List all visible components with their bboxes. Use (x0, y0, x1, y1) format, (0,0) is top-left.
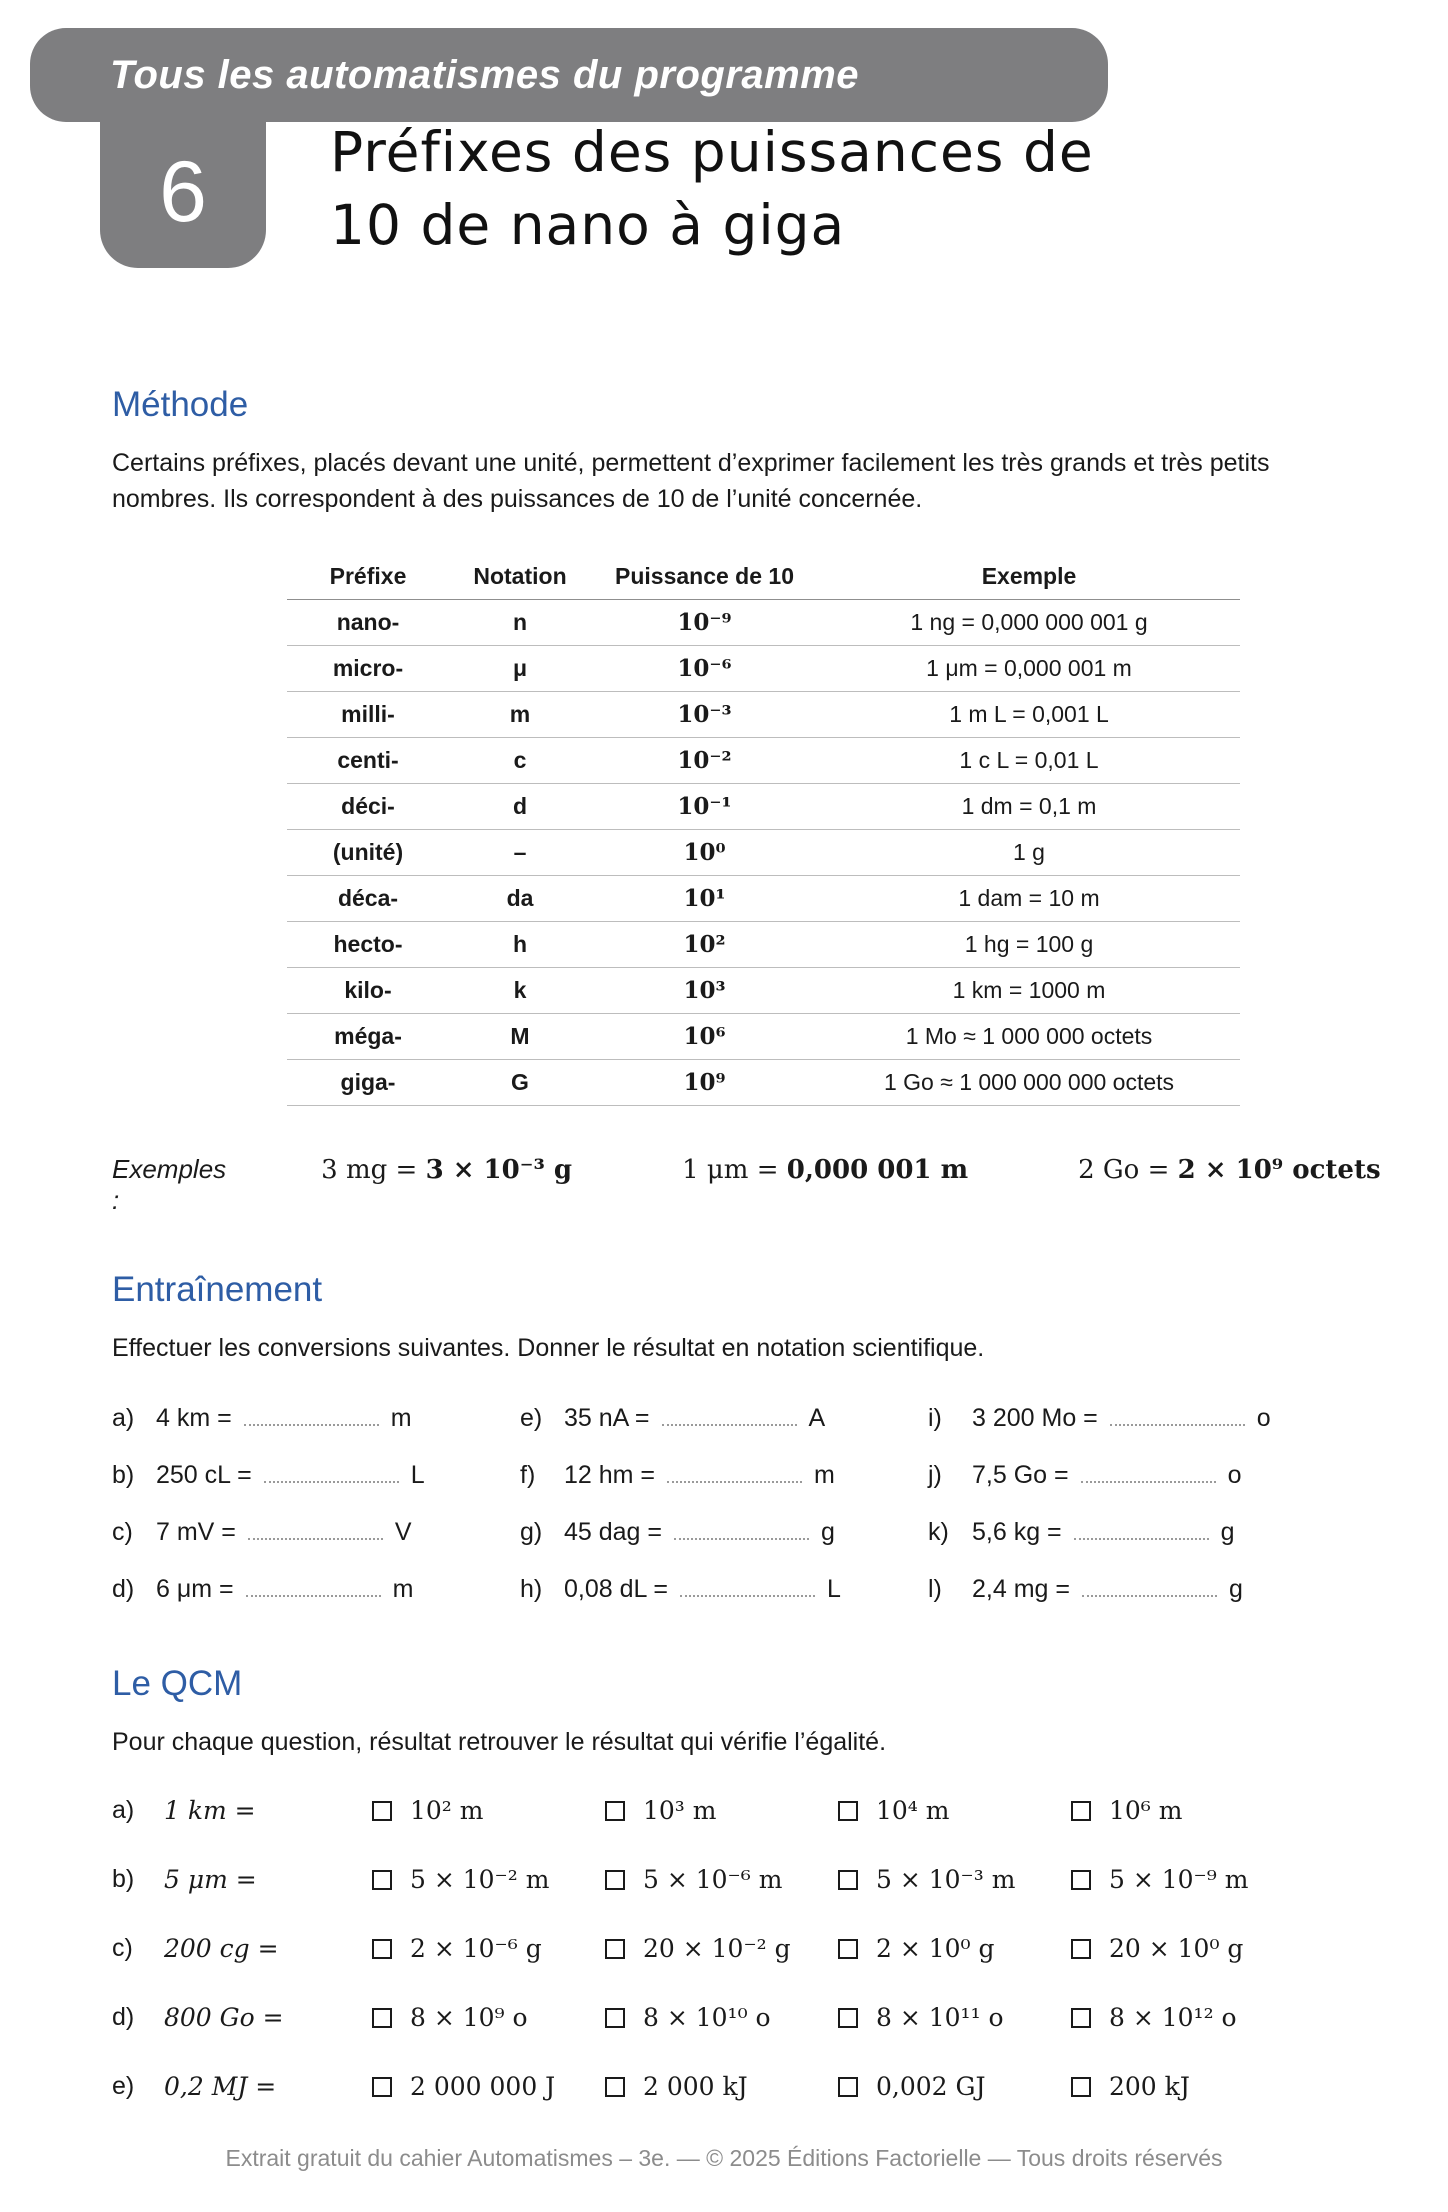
qcm-option[interactable]: 8 × 10¹² o (1071, 2003, 1304, 2032)
table-row: déca- da 10¹ 1 dam = 10 m (287, 875, 1240, 921)
qcm-label: d) (112, 2003, 135, 2031)
checkbox-icon[interactable] (605, 2008, 625, 2028)
qcm-option[interactable]: 10² m (372, 1796, 605, 1825)
answer-blank[interactable] (1082, 1573, 1217, 1597)
exercise-unit: L (827, 1574, 841, 1603)
exercise-item (112, 1516, 520, 1547)
checkbox-icon[interactable] (1071, 2008, 1091, 2028)
table-row: centi- c 10⁻² 1 c L = 0,01 L (287, 737, 1240, 783)
exercise-item (928, 1573, 1336, 1604)
entrainement-heading: Entraînement (112, 1269, 323, 1309)
exercise-expression: 7 mV = (156, 1517, 236, 1546)
exercise-grid (112, 1402, 1336, 1630)
answer-blank[interactable] (264, 1459, 399, 1483)
prefix-table-header-row (287, 554, 1240, 600)
examples-label: Exemples : (112, 1153, 227, 1215)
checkbox-icon[interactable] (838, 2077, 858, 2097)
checkbox-icon[interactable] (372, 2008, 392, 2028)
qcm-question: 5 μm = (164, 1865, 257, 1894)
table-row: kilo- k 10³ 1 km = 1000 m (287, 967, 1240, 1013)
exercise-unit: g (1228, 1574, 1243, 1603)
example-item (682, 1155, 968, 1185)
checkbox-icon[interactable] (605, 2077, 625, 2097)
exercise-label: f) (520, 1460, 536, 1489)
answer-blank[interactable] (246, 1573, 381, 1597)
exercise-item (520, 1402, 928, 1433)
qcm-row (112, 1934, 1336, 1963)
table-row: déci- d 10⁻¹ 1 dm = 0,1 m (287, 783, 1240, 829)
qcm-option[interactable]: 8 × 10¹¹ o (838, 2003, 1071, 2032)
exercise-expression: 7,5 Go = (972, 1460, 1069, 1489)
qcm-option[interactable]: 0,002 GJ (838, 2072, 1071, 2101)
qcm-option[interactable]: 2 000 kJ (605, 2072, 838, 2101)
checkbox-icon[interactable] (372, 2077, 392, 2097)
exercise-column (112, 1402, 520, 1630)
qcm-option[interactable]: 2 × 10⁻⁶ g (372, 1934, 605, 1963)
example-left: 3 mg = (321, 1154, 426, 1185)
exercise-expression: 6 μm = (156, 1574, 234, 1603)
exercise-item (112, 1459, 520, 1490)
methode-heading: Méthode (112, 385, 249, 424)
answer-blank[interactable] (662, 1402, 797, 1426)
examples-row (112, 1153, 1381, 1216)
exercise-expression: 12 hm = (564, 1460, 656, 1489)
chapter-number: 6 (159, 143, 207, 240)
program-banner (30, 28, 1108, 122)
qcm-option[interactable]: 5 × 10⁻³ m (838, 1865, 1071, 1894)
qcm-option[interactable]: 5 × 10⁻⁶ m (605, 1865, 838, 1894)
exercise-item (928, 1402, 1336, 1433)
checkbox-icon[interactable] (838, 1801, 858, 1821)
exercise-unit: o (1256, 1403, 1271, 1432)
qcm-label: c) (112, 1934, 133, 1962)
qcm-question: 1 km = (164, 1796, 256, 1825)
exercise-unit: m (814, 1460, 835, 1489)
exercise-item (112, 1402, 520, 1433)
qcm-label: e) (112, 2072, 135, 2100)
exercise-unit: g (821, 1517, 835, 1546)
qcm-option[interactable]: 20 × 10⁻² g (605, 1934, 838, 1963)
exercise-unit: L (410, 1460, 425, 1489)
checkbox-icon[interactable] (605, 1801, 625, 1821)
qcm-option[interactable]: 8 × 10¹⁰ o (605, 2003, 838, 2032)
col-header-notation: Notation (449, 554, 591, 600)
qcm-option[interactable]: 10⁴ m (838, 1796, 1071, 1825)
exercise-unit: o (1227, 1460, 1242, 1489)
example-right: 0,000 001 m (786, 1154, 969, 1185)
exercise-label: e) (520, 1403, 543, 1432)
qcm-list (112, 1796, 1336, 2101)
col-header-prefixe: Préfixe (287, 554, 449, 600)
checkbox-icon[interactable] (605, 1939, 625, 1959)
chapter-number-badge (100, 116, 266, 268)
exercise-unit: V (394, 1517, 412, 1546)
checkbox-icon[interactable] (605, 1870, 625, 1890)
answer-blank[interactable] (1081, 1459, 1216, 1483)
page-title (330, 116, 1094, 262)
answer-blank[interactable] (244, 1402, 379, 1426)
example-item (321, 1155, 572, 1185)
exercise-item (520, 1516, 928, 1547)
exercise-expression: 250 cL = (156, 1460, 252, 1489)
answer-blank[interactable] (1074, 1516, 1209, 1540)
checkbox-icon[interactable] (372, 1939, 392, 1959)
exercise-item (112, 1573, 520, 1604)
exercise-column (520, 1402, 928, 1630)
qcm-question: 800 Go = (164, 2003, 284, 2032)
qcm-question: 0,2 MJ = (164, 2072, 277, 2101)
checkbox-icon[interactable] (372, 1870, 392, 1890)
answer-blank[interactable] (1110, 1402, 1245, 1426)
exercise-expression: 0,08 dL = (564, 1574, 669, 1603)
qcm-option[interactable]: 2 × 10⁰ g (838, 1934, 1071, 1963)
exercise-expression: 5,6 kg = (972, 1517, 1062, 1546)
example-item (1078, 1155, 1381, 1185)
exercise-unit: m (390, 1403, 412, 1432)
qcm-option[interactable]: 5 × 10⁻⁹ m (1071, 1865, 1304, 1894)
table-row: micro- μ 10⁻⁶ 1 μm = 0,000 001 m (287, 645, 1240, 691)
exercise-label: a) (112, 1403, 135, 1432)
exercise-expression: 3 200 Mo = (972, 1403, 1098, 1432)
qcm-row (112, 2072, 1336, 2101)
checkbox-icon[interactable] (838, 1870, 858, 1890)
answer-blank[interactable] (667, 1459, 802, 1483)
footer-credit: Extrait gratuit du cahier Automatismes – 3e. — © 2025 Éditions Factorielle — Tous droits réservés (225, 2145, 1223, 2171)
table-row: milli- m 10⁻³ 1 m L = 0,001 L (287, 691, 1240, 737)
exercise-label: j) (928, 1460, 942, 1489)
methode-intro: Certains préfixes, placés devant une unité, permettent d’exprimer facilement les très grands et très petits nombres. Ils correspondent à des puissances de 10 de l’unité concernée. (112, 449, 1270, 514)
table-row: (unité) – 10⁰ 1 g (287, 829, 1240, 875)
exercise-expression: 45 dag = (564, 1517, 663, 1546)
exercise-item (928, 1516, 1336, 1547)
exercise-unit: A (808, 1403, 826, 1432)
qcm-option[interactable]: 20 × 10⁰ g (1071, 1934, 1304, 1963)
exercise-expression: 35 nA = (564, 1403, 650, 1432)
qcm-label: a) (112, 1796, 135, 1824)
answer-blank[interactable] (248, 1516, 383, 1540)
checkbox-icon[interactable] (1071, 1870, 1091, 1890)
exercise-label: k) (928, 1517, 949, 1546)
checkbox-icon[interactable] (1071, 1801, 1091, 1821)
exercise-label: g) (520, 1517, 543, 1546)
exercise-label: b) (112, 1460, 135, 1489)
table-row: méga- M 10⁶ 1 Mo ≈ 1 000 000 octets (287, 1013, 1240, 1059)
qcm-option[interactable]: 5 × 10⁻² m (372, 1865, 605, 1894)
qcm-row (112, 2003, 1336, 2032)
entrainement-instruction: Effectuer les conversions suivantes. Donner le résultat en notation scientifique. (112, 1333, 985, 1362)
qcm-row (112, 1796, 1336, 1825)
page-title-line-2: 10 de nano à giga (330, 193, 846, 258)
col-header-exemple: Exemple (818, 554, 1240, 600)
qcm-question: 200 cg = (164, 1934, 279, 1963)
qcm-label: b) (112, 1865, 135, 1893)
checkbox-icon[interactable] (1071, 2077, 1091, 2097)
table-row: giga- G 10⁹ 1 Go ≈ 1 000 000 000 octets (287, 1059, 1240, 1105)
answer-blank[interactable] (680, 1573, 815, 1597)
checkbox-icon[interactable] (838, 2008, 858, 2028)
exercise-label: h) (520, 1574, 543, 1603)
exercise-expression: 4 km = (156, 1403, 232, 1432)
qcm-option[interactable]: 10³ m (605, 1796, 838, 1825)
col-header-puissance: Puissance de 10 (591, 554, 818, 600)
qcm-option[interactable]: 10⁶ m (1071, 1796, 1304, 1825)
qcm-instruction: Pour chaque question, résultat retrouver le résultat qui vérifie l’égalité. (112, 1727, 887, 1756)
example-left: 2 Go = (1078, 1154, 1178, 1185)
banner-text: Tous les automatismes du programme (110, 52, 860, 97)
exercise-label: c) (112, 1517, 133, 1546)
example-left: 1 μm = (682, 1154, 787, 1185)
exercise-item (520, 1573, 928, 1604)
exercise-unit: g (1220, 1517, 1235, 1546)
exercise-column (928, 1402, 1336, 1630)
exercise-label: l) (928, 1574, 942, 1603)
prefix-table (287, 554, 1240, 1106)
exercise-label: i) (928, 1403, 942, 1432)
qcm-option[interactable]: 200 kJ (1071, 2072, 1304, 2101)
example-right: 3 × 10⁻³ g (425, 1154, 573, 1185)
exercise-item (928, 1459, 1336, 1490)
exercise-item (520, 1459, 928, 1490)
exercise-expression: 2,4 mg = (972, 1574, 1070, 1603)
page-title-line-1: Préfixes des puissances de (330, 120, 1094, 184)
qcm-heading: Le QCM (112, 1663, 243, 1703)
exercise-label: d) (112, 1574, 135, 1603)
checkbox-icon[interactable] (1071, 1939, 1091, 1959)
qcm-option[interactable]: 8 × 10⁹ o (372, 2003, 605, 2032)
checkbox-icon[interactable] (838, 1939, 858, 1959)
qcm-option[interactable]: 2 000 000 J (372, 2072, 605, 2101)
example-right: 2 × 10⁹ octets (1177, 1154, 1381, 1185)
table-row: hecto- h 10² 1 hg = 100 g (287, 921, 1240, 967)
exercise-unit: m (392, 1574, 414, 1603)
qcm-row (112, 1865, 1336, 1894)
checkbox-icon[interactable] (372, 1801, 392, 1821)
table-row: nano- n 10⁻⁹ 1 ng = 0,000 000 001 g (287, 599, 1240, 645)
answer-blank[interactable] (674, 1516, 809, 1540)
